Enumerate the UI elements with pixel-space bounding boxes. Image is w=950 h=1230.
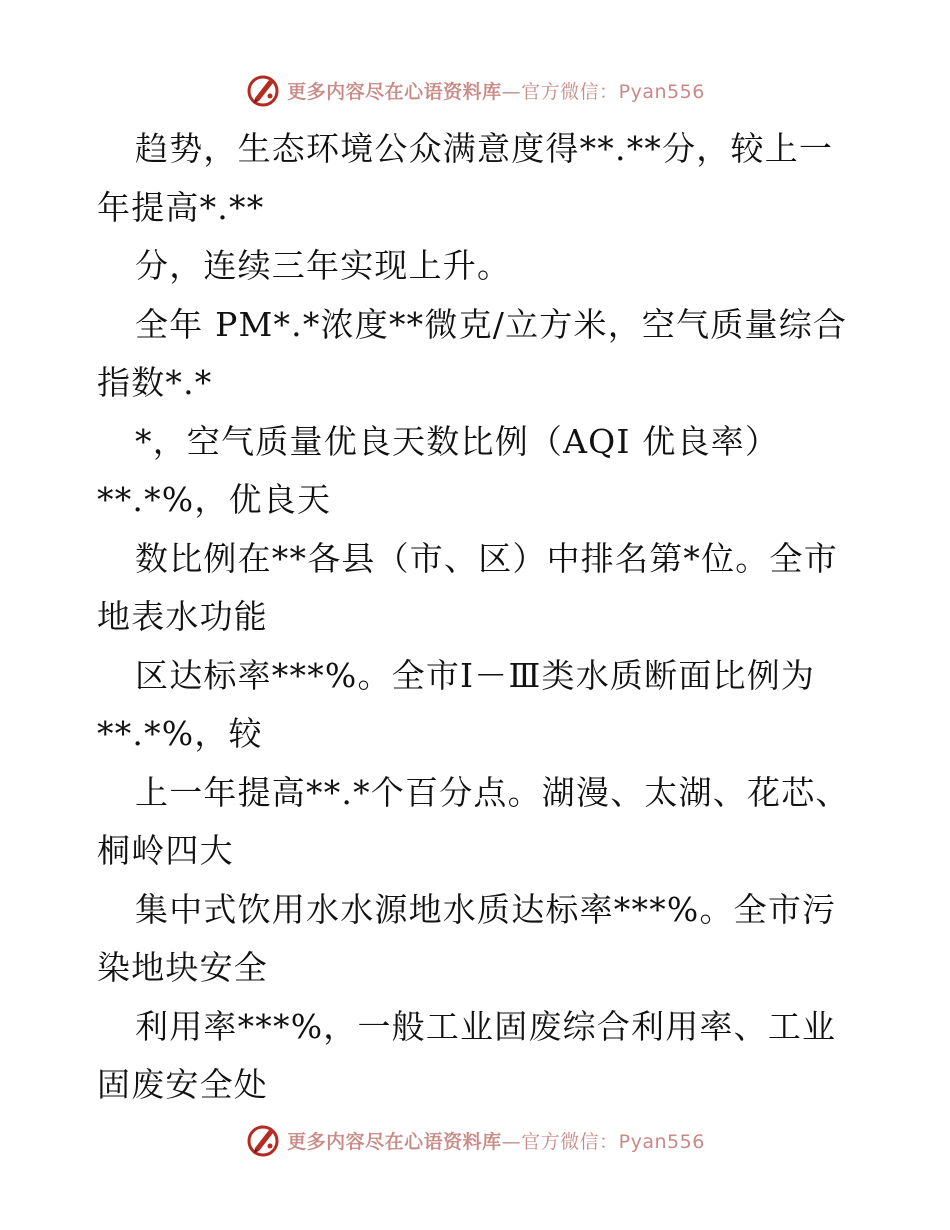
text-line: **.*%，优良天 (97, 480, 332, 519)
text-line: 上一年提高**.*个百分点。湖漫、太湖、花芯、 (135, 772, 850, 812)
text-line: **.*%，较 (97, 714, 263, 753)
text-line: 染地块安全 (97, 948, 268, 987)
text-line: 全年 PM*.*浓度**微克/立方米，空气质量综合 (135, 304, 848, 344)
document-body (97, 120, 850, 1115)
text-line: 利用率***%，一般工业固废综合利用率、工业 (135, 1006, 837, 1046)
header-watermark (0, 70, 950, 110)
text-line: 数比例在**各县（市、区）中排名第*位。全市 (135, 538, 838, 578)
text-line: *，空气质量优良天数比例（AQI 优良率） (135, 421, 780, 461)
text-line: 集中式饮用水水源地水质达标率***%。全市污 (135, 889, 837, 929)
text-line: 年提高*.** (97, 187, 265, 227)
header-watermark-text: 更多内容尽在心语资料库—官方微信：Pyan556 (287, 80, 705, 103)
pen-logo-icon (245, 1122, 281, 1158)
text-line: 区达标率***%。全市Ⅰ－Ⅲ类水质断面比例为 (135, 655, 816, 695)
text-line: 桐岭四大 (97, 831, 234, 870)
footer-watermark (0, 1120, 950, 1160)
text-line: 固废安全处 (97, 1065, 268, 1104)
pen-logo-icon (245, 72, 281, 108)
text-line: 趋势，生态环境公众满意度得**.**分，较上一 (135, 129, 834, 168)
text-line: 地表水功能 (97, 597, 268, 636)
footer-watermark-text: 更多内容尽在心语资料库—官方微信：Pyan556 (287, 1130, 705, 1153)
text-line: 分，连续三年实现上升。 (135, 246, 512, 285)
text-line: 指数*.* (97, 363, 213, 402)
